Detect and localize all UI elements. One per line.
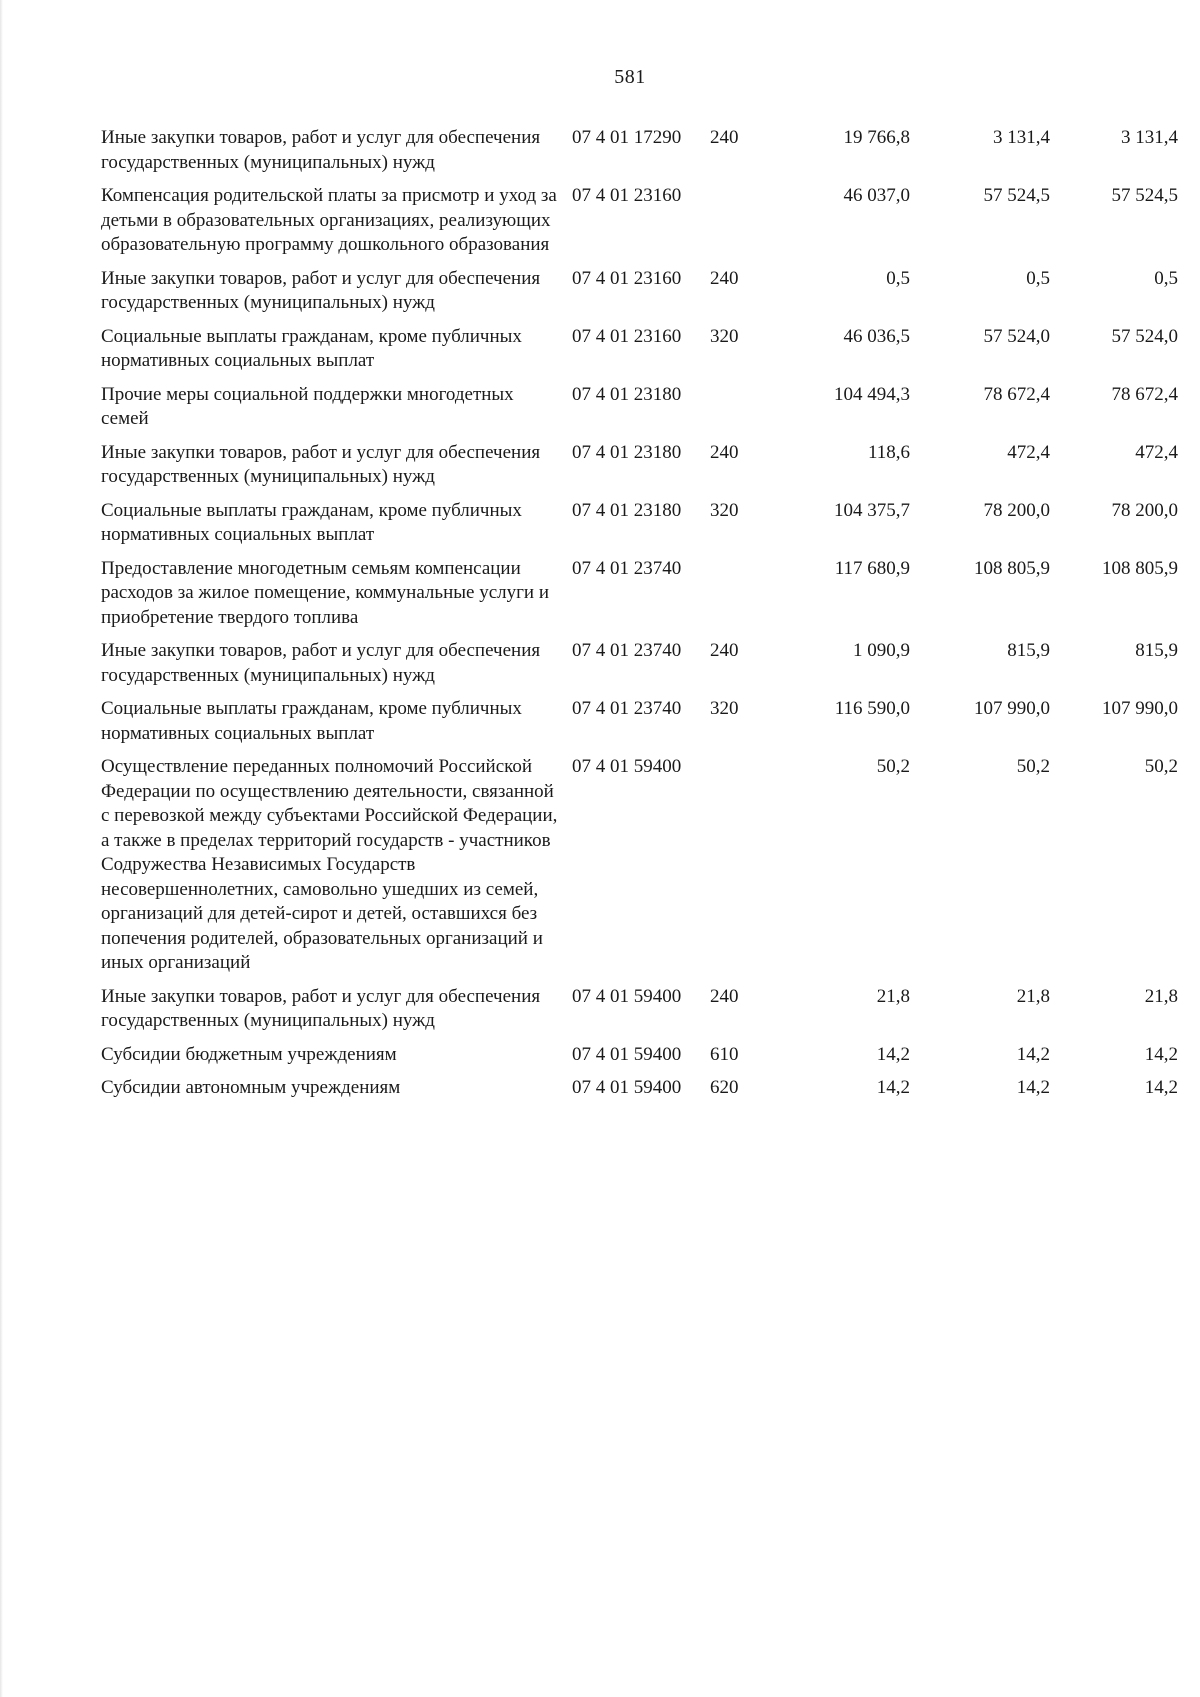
row-amount-2: 14,2 (1016, 1077, 1050, 1098)
row-expense-type: 240 (710, 267, 739, 289)
table-row (0, 755, 1200, 985)
row-amount-2: 14,2 (1016, 1043, 1050, 1065)
table-row (0, 184, 1200, 267)
row-target-code: 07 4 01 23180 (572, 499, 682, 521)
row-amount-3: 50,2 (1144, 756, 1178, 777)
row-name: Осуществление переданных полномочий Российской Федерации по осуществлению деятельности, связанной с перевозкой между субъектами Российской Федерации, а также в пределах территорий государств - участников Содружества Независимых Государств несовершеннолетних, самовольно ушедших из семей, организаций для детей-сирот и детей, оставшихся без попечения родителей, образовательных организаций и иных организаций (101, 756, 558, 973)
row-amount-1: 116 590,0 (834, 698, 910, 719)
table-row (0, 383, 1200, 441)
row-amount-1: 104 375,7 (834, 499, 910, 521)
row-target-code: 07 4 01 59400 (572, 1043, 682, 1065)
page-number: 581 (614, 66, 646, 88)
row-expense-type: 320 (710, 698, 739, 719)
row-amount-3: 57 524,5 (1111, 185, 1178, 206)
table-row (0, 1076, 1200, 1110)
row-amount-3: 78 200,0 (1111, 499, 1178, 521)
row-name: Компенсация родительской платы за присмотр и уход за детьми в образовательных организациях, реализующих образовательную программу дошкольного образования (101, 185, 557, 255)
row-amount-1: 104 494,3 (834, 383, 910, 405)
row-amount-1: 117 680,9 (834, 557, 910, 579)
row-expense-type: 240 (710, 127, 739, 148)
row-amount-2: 815,9 (1007, 640, 1050, 661)
row-amount-3: 14,2 (1144, 1043, 1178, 1065)
table-row (0, 267, 1200, 325)
row-expense-type: 320 (710, 499, 739, 521)
row-target-code: 07 4 01 59400 (572, 756, 682, 777)
row-name: Иные закупки товаров, работ и услуг для обеспечения государственных (муниципальных) нужд (101, 267, 541, 313)
row-amount-1: 118,6 (867, 441, 910, 463)
row-target-code: 07 4 01 23160 (572, 267, 682, 289)
table-row (0, 499, 1200, 557)
row-amount-1: 50,2 (876, 756, 910, 777)
row-amount-3: 14,2 (1144, 1077, 1178, 1098)
row-target-code: 07 4 01 23160 (572, 325, 682, 347)
row-expense-type (710, 557, 770, 640)
row-name: Социальные выплаты гражданам, кроме публичных нормативных социальных выплат (101, 325, 522, 371)
table-row (0, 697, 1200, 755)
table-row (0, 557, 1200, 640)
row-expense-type (710, 383, 770, 441)
table-row (0, 325, 1200, 383)
row-amount-2: 78 200,0 (983, 499, 1050, 521)
row-name: Прочие меры социальной поддержки многодетных семей (101, 383, 514, 429)
table-row (0, 639, 1200, 697)
row-name: Иные закупки товаров, работ и услуг для обеспечения государственных (муниципальных) нужд (101, 441, 541, 487)
table-body (0, 126, 1200, 1110)
row-expense-type: 320 (710, 325, 739, 347)
row-amount-1: 1 090,9 (853, 640, 910, 661)
row-amount-2: 57 524,0 (983, 325, 1050, 347)
row-amount-1: 14,2 (876, 1077, 910, 1098)
row-amount-1: 46 037,0 (843, 185, 910, 206)
row-name: Субсидии бюджетным учреждениям (101, 1043, 397, 1065)
row-target-code: 07 4 01 23180 (572, 441, 682, 463)
row-expense-type: 620 (710, 1077, 739, 1098)
row-target-code: 07 4 01 23740 (572, 557, 682, 579)
table-row (0, 126, 1200, 184)
row-expense-type (710, 755, 770, 985)
row-expense-type: 610 (710, 1043, 739, 1065)
row-amount-3: 472,4 (1135, 441, 1178, 463)
row-amount-2: 108 805,9 (974, 557, 1050, 579)
row-amount-2: 472,4 (1007, 441, 1050, 463)
row-amount-3: 3 131,4 (1121, 127, 1178, 148)
table-row (0, 441, 1200, 499)
row-amount-3: 107 990,0 (1102, 698, 1178, 719)
row-target-code: 07 4 01 59400 (572, 985, 682, 1007)
row-target-code: 07 4 01 17290 (572, 127, 682, 148)
row-expense-type: 240 (710, 640, 739, 661)
table-row (0, 985, 1200, 1043)
row-amount-1: 21,8 (876, 985, 910, 1007)
row-amount-2: 50,2 (1016, 756, 1050, 777)
table-row (0, 1043, 1200, 1077)
row-amount-3: 108 805,9 (1102, 557, 1178, 579)
row-name: Субсидии автономным учреждениям (101, 1077, 401, 1098)
row-amount-3: 815,9 (1135, 640, 1178, 661)
row-amount-1: 0,5 (886, 267, 910, 289)
row-amount-1: 46 036,5 (843, 325, 910, 347)
row-target-code: 07 4 01 23740 (572, 698, 682, 719)
row-target-code: 07 4 01 23180 (572, 383, 682, 405)
row-amount-3: 78 672,4 (1111, 383, 1178, 405)
row-amount-1: 19 766,8 (843, 127, 910, 148)
row-target-code: 07 4 01 23160 (572, 185, 682, 206)
row-amount-3: 57 524,0 (1111, 325, 1178, 347)
row-amount-2: 0,5 (1026, 267, 1050, 289)
row-target-code: 07 4 01 59400 (572, 1077, 682, 1098)
row-name: Социальные выплаты гражданам, кроме публичных нормативных социальных выплат (101, 499, 522, 545)
row-name: Социальные выплаты гражданам, кроме публичных нормативных социальных выплат (101, 698, 522, 744)
row-name: Предоставление многодетным семьям компенсации расходов за жилое помещение, коммунальные услуги и приобретение твердого топлива (101, 557, 549, 628)
row-amount-3: 0,5 (1154, 267, 1178, 289)
row-target-code: 07 4 01 23740 (572, 640, 682, 661)
row-amount-2: 3 131,4 (993, 127, 1050, 148)
row-amount-1: 14,2 (876, 1043, 910, 1065)
row-name: Иные закупки товаров, работ и услуг для обеспечения государственных (муниципальных) нужд (101, 127, 541, 173)
row-name: Иные закупки товаров, работ и услуг для обеспечения государственных (муниципальных) нужд (101, 985, 541, 1031)
row-name: Иные закупки товаров, работ и услуг для обеспечения государственных (муниципальных) нужд (101, 640, 541, 686)
row-amount-2: 57 524,5 (983, 185, 1050, 206)
row-expense-type (710, 184, 770, 267)
row-amount-3: 21,8 (1144, 985, 1178, 1007)
row-amount-2: 78 672,4 (983, 383, 1050, 405)
row-expense-type: 240 (710, 441, 739, 463)
row-expense-type: 240 (710, 985, 739, 1007)
budget-table (0, 126, 1200, 1110)
row-amount-2: 21,8 (1016, 985, 1050, 1007)
row-amount-2: 107 990,0 (974, 698, 1050, 719)
